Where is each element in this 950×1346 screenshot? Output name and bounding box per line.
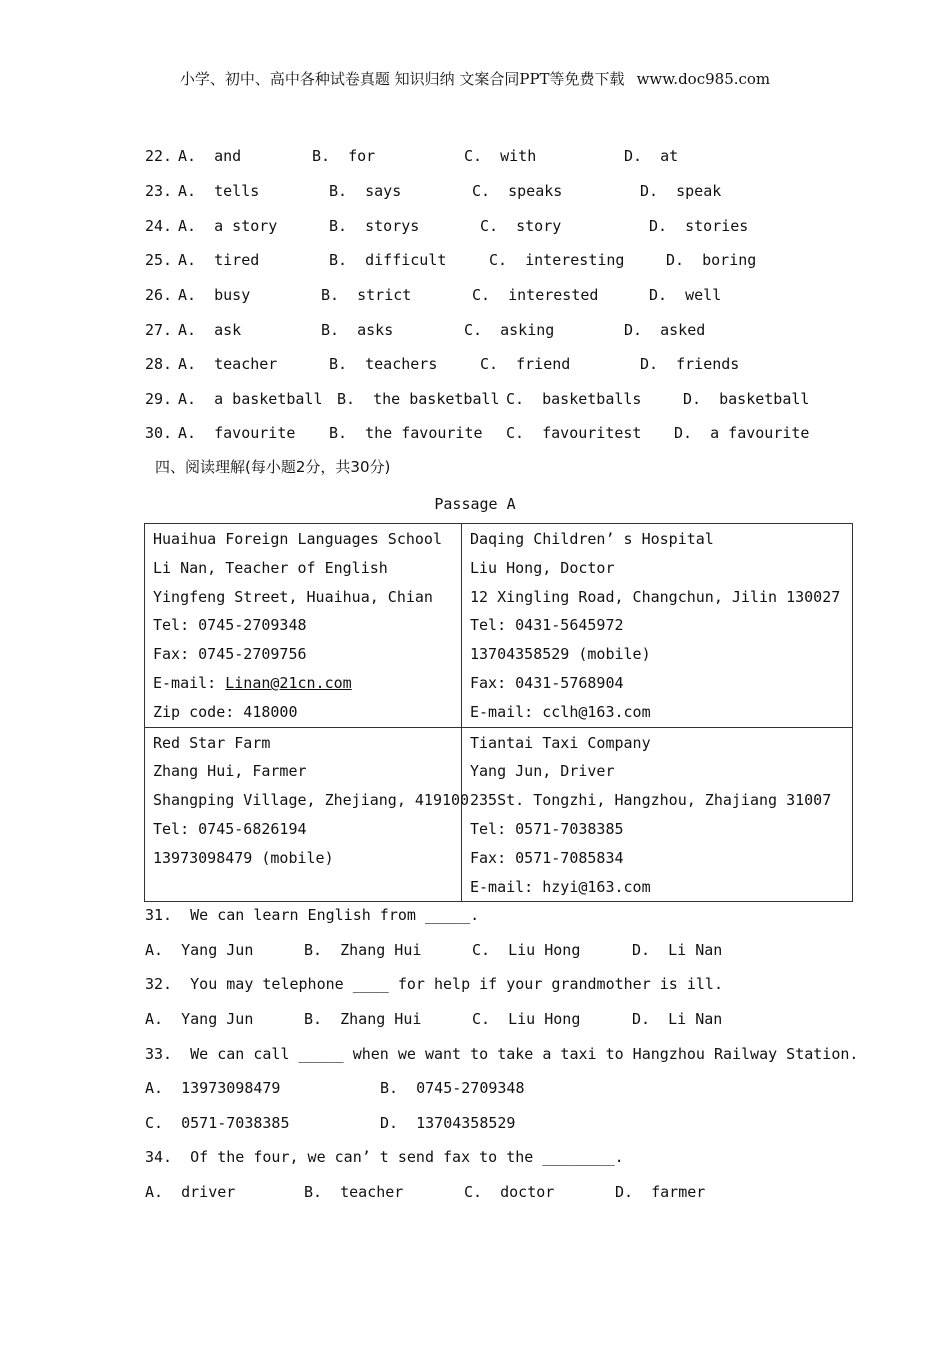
option-c: C. basketballs [506,390,642,408]
option-b: B. teachers [329,355,438,373]
option-a: A. and [178,147,242,165]
option-a: A. tired [178,251,260,269]
card-farm [145,727,470,902]
option-b: B. says [329,182,402,200]
card-email-line [153,669,461,698]
card-line: 13704358529 (mobile) [470,645,651,664]
card-line: Yingfeng Street, Huaihua, Chian [153,587,433,606]
option-d: D. at [624,147,679,165]
option-c: C. story [480,217,562,235]
option-d: D. friends [640,355,740,373]
card-line: Zhang Hui, Farmer [153,762,307,781]
card-line: Tiantai Taxi Company [470,733,651,752]
question-number: 24. [145,217,173,235]
question-33: 33. We can call _____ when we want to take a taxi to Hangzhou Railway Station. [145,1045,859,1063]
cloze-row-22 [145,145,679,167]
option-b: B. 0745-2709348 [380,1079,525,1097]
card-school [145,524,462,728]
cloze-row-23 [145,180,722,202]
question-number: 29. [145,390,173,408]
header-url[interactable]: www.doc985.com [636,70,771,88]
option-a: A. a story [178,217,278,235]
card-line: Fax: 0745-2709756 [153,645,307,664]
question-number: 22. [145,147,173,165]
question-number: 30. [145,424,173,442]
option-d: D. basketball [683,390,810,408]
option-a: A. Yang Jun [145,941,254,959]
card-line: Tel: 0431-5645972 [470,616,624,635]
question-34: 34. Of the four, we can’ t send fax to the ________. [145,1148,624,1166]
option-d: D. 13704358529 [380,1114,516,1132]
card-line: Zip code: 418000 [153,702,298,721]
option-d: D. well [649,286,722,304]
card-line: E-mail: hzyi@163.com [470,877,651,896]
option-d: D. Li Nan [632,1010,723,1028]
option-d: D. boring [666,251,757,269]
card-line: Huaihua Foreign Languages School [153,530,442,548]
option-d: D. speak [640,182,722,200]
option-d: D. stories [649,217,749,235]
card-taxi [462,727,853,902]
card-line: 235St. Tongzhi, Hangzhou, Zhajiang 31007 [470,791,832,810]
option-b: B. asks [321,321,394,339]
cloze-row-26 [145,284,722,306]
question-number: 26. [145,286,173,304]
option-d: D. a favourite [674,424,810,442]
option-a: A. tells [178,182,260,200]
header-text: 小学、初中、高中各种试卷真题 知识归纳 文案合同PPT等免费下载 [179,70,625,88]
option-d: D. asked [624,321,706,339]
option-c: C. Liu Hong [472,1010,581,1028]
option-b: B. difficult [329,251,447,269]
cloze-row-29 [145,388,810,410]
email-label: E-mail: [153,673,226,692]
card-line: Tel: 0745-2709348 [153,616,307,635]
option-b: B. storys [329,217,420,235]
option-b: B. strict [321,286,412,304]
card-line: Shangping Village, Zhejiang, 419100 [153,791,470,810]
option-c: C. Liu Hong [472,941,581,959]
card-line: 12 Xingling Road, Changchun, Jilin 130027 [470,587,841,606]
option-a: A. favourite [178,424,296,442]
cloze-row-27 [145,319,706,341]
question-number: 25. [145,251,173,269]
cloze-row-25 [145,249,757,271]
card-line: Li Nan, Teacher of English [153,558,388,577]
option-c: C. asking [464,321,555,339]
option-b: B. for [312,147,376,165]
option-a: A. ask [178,321,242,339]
business-cards-table [144,523,853,902]
option-c: C. interested [472,286,599,304]
question-34-options [145,1181,706,1291]
option-b: B. Zhang Hui [304,941,422,959]
question-32: 32. You may telephone ____ for help if your grandmother is ill. [145,975,723,993]
option-b: B. Zhang Hui [304,1010,422,1028]
question-number: 28. [145,355,173,373]
option-d: D. Li Nan [632,941,723,959]
card-line: Red Star Farm [153,733,271,752]
option-a: A. busy [178,286,251,304]
option-c: C. interesting [489,251,625,269]
option-c: C. doctor [464,1183,555,1201]
cloze-row-24 [145,215,749,237]
option-a: A. teacher [178,355,278,373]
option-d: D. farmer [615,1183,706,1201]
cloze-row-28 [145,353,740,375]
option-a: A. Yang Jun [145,1010,254,1028]
card-line: Yang Jun, Driver [470,762,615,781]
card-line: Fax: 0431-5768904 [470,673,624,692]
card-line: Daqing Children’ s Hospital [470,530,714,548]
email-link[interactable]: Linan@21cn.com [225,673,352,692]
section-title: 四、阅读理解(每小题2分，共30分) [155,458,391,476]
card-line: Liu Hong, Doctor [470,558,615,577]
card-line: E-mail: cclh@163.com [470,702,651,721]
card-line: 13973098479 (mobile) [153,848,334,867]
card-line: Tel: 0745-6826194 [153,819,307,838]
option-a: A. 13973098479 [145,1079,281,1097]
option-c: C. speaks [472,182,563,200]
card-line: Tel: 0571-7038385 [470,819,624,838]
question-number: 27. [145,321,173,339]
option-c: C. 0571-7038385 [145,1114,290,1132]
option-b: B. teacher [304,1183,404,1201]
option-a: A. a basketball [178,390,323,408]
question-31: 31. We can learn English from _____. [145,906,480,924]
card-line: Fax: 0571-7085834 [470,848,624,867]
page-header [0,68,950,89]
card-hospital [462,524,853,728]
option-b: B. the basketball [337,390,500,408]
question-number: 23. [145,182,173,200]
option-c: C. favouritest [506,424,642,442]
passage-title: Passage A [434,495,516,513]
option-c: C. with [464,147,537,165]
cloze-row-30 [145,422,810,444]
option-a: A. driver [145,1183,236,1201]
option-c: C. friend [480,355,571,373]
option-b: B. the favourite [329,424,483,442]
